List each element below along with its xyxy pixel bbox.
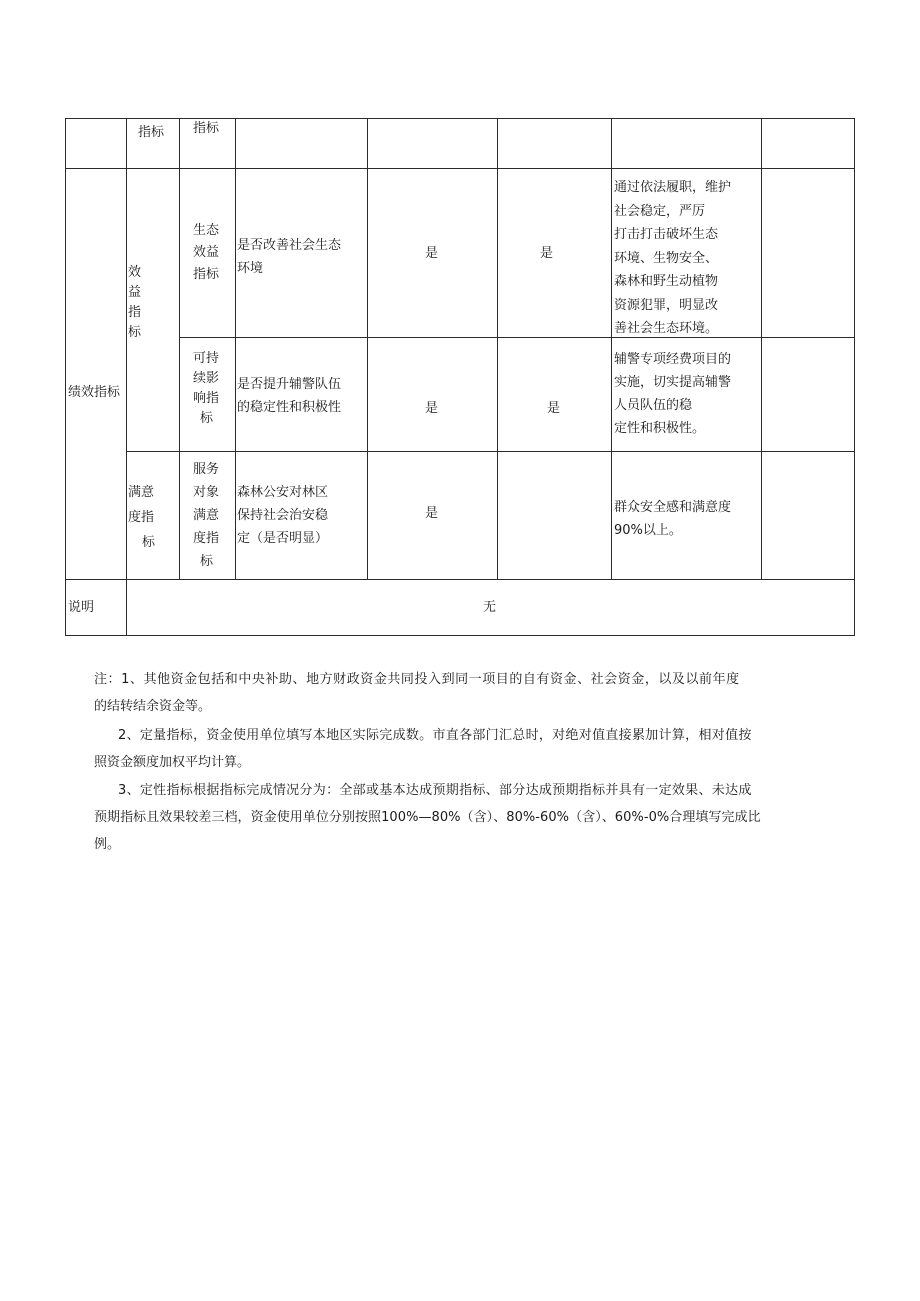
col-divider bbox=[367, 118, 368, 580]
col-divider bbox=[126, 118, 127, 636]
actual-value: 是 bbox=[540, 246, 554, 261]
table-border-bottom bbox=[65, 635, 854, 636]
header-cell-indicator-a: 指标 bbox=[138, 125, 165, 140]
table-border-right bbox=[854, 118, 855, 636]
col-divider bbox=[611, 118, 612, 580]
analysis-text: 通过依法履职，维护 社会稳定，严厉 打击打击破坏生态 环境、生物安全、 森林和野生动植物 资源犯罪，明显改 善社会生态环境。 bbox=[614, 180, 732, 336]
row-divider bbox=[65, 579, 854, 580]
table-border-top bbox=[65, 118, 854, 119]
indicator-label: 生态 效益 指标 bbox=[193, 223, 220, 282]
row-divider bbox=[65, 168, 854, 169]
explanation-label: 说明 bbox=[68, 600, 95, 615]
indicator-label: 可持 续影 响指 标 bbox=[193, 351, 220, 426]
indicator-description: 森林公安对林区 保持社会治安稳 定（是否明显） bbox=[237, 485, 329, 546]
row-divider bbox=[179, 337, 854, 338]
indicator-description: 是否提升辅警队伍 的稳定性和积极性 bbox=[237, 377, 342, 415]
table-border-left bbox=[65, 118, 66, 636]
indicator-description: 是否改善社会生态 环境 bbox=[237, 238, 342, 276]
group-label-performance: 绩效指标 bbox=[68, 385, 121, 400]
analysis-text: 群众安全感和满意度 90%以上。 bbox=[614, 500, 732, 538]
header-cell-indicator-b: 指标 bbox=[193, 121, 220, 136]
target-value: 是 bbox=[425, 246, 439, 261]
col-divider bbox=[179, 118, 180, 580]
sub-group-label-benefit: 效益指标 bbox=[128, 265, 142, 340]
col-divider bbox=[761, 118, 762, 580]
target-value: 是 bbox=[425, 401, 439, 416]
actual-value: 是 bbox=[547, 401, 561, 416]
target-value: 是 bbox=[425, 506, 439, 521]
explanation-value: 无 bbox=[483, 600, 497, 615]
analysis-text: 辅警专项经费项目的 实施，切实提高辅警 人员队伍的稳 定性和积极性。 bbox=[614, 352, 732, 436]
col-divider bbox=[235, 118, 236, 580]
sub-group-label-satisfaction: 满意 度指 标 bbox=[128, 485, 156, 550]
indicator-label: 服务 对象 满意 度指 标 bbox=[193, 462, 220, 569]
col-divider bbox=[497, 118, 498, 580]
